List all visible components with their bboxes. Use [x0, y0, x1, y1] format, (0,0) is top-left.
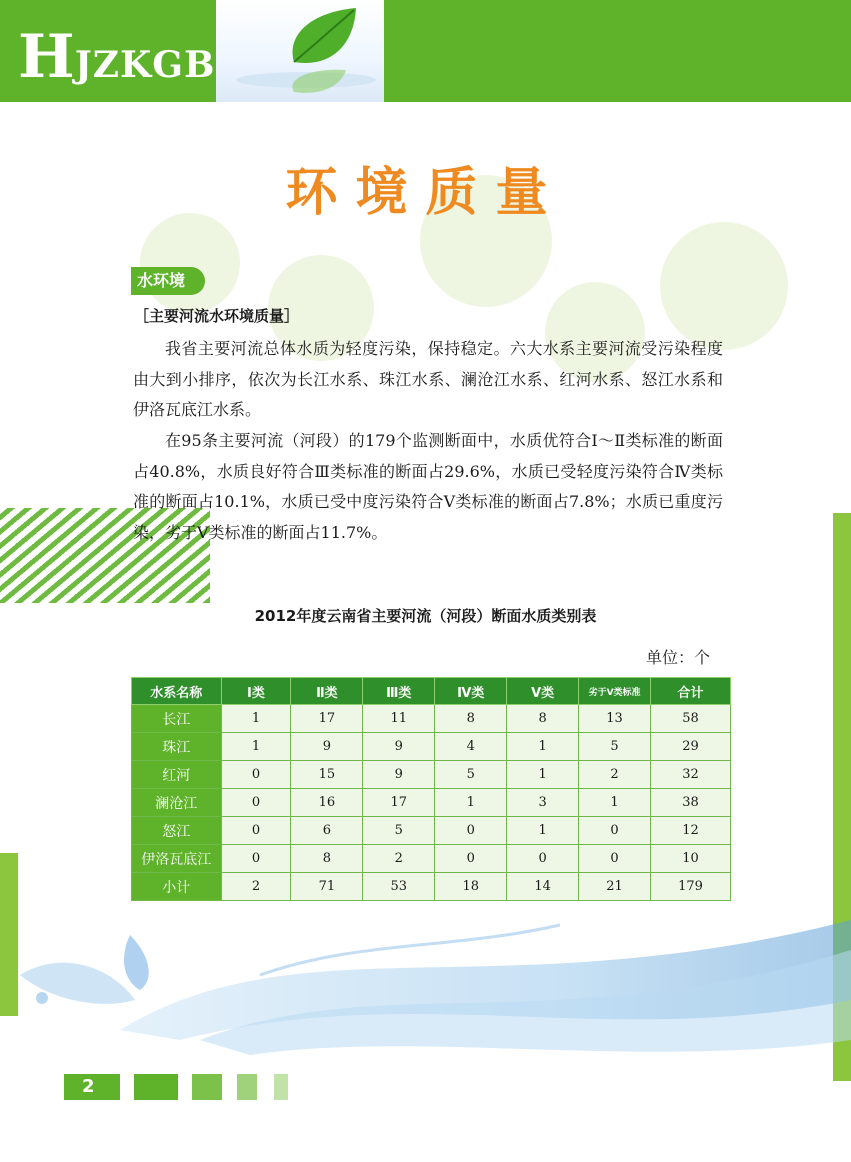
table-cell: 29: [651, 733, 731, 761]
decor-circle: [660, 222, 788, 350]
paragraph: 在95条主要河流（河段）的179个监测断面中，水质优符合Ⅰ～Ⅱ类标准的断面占40.8%，水质良好符合Ⅲ类标准的断面占29.6%，水质已受轻度污染符合Ⅳ类标准的断面占10.1%，水质已受中度污染符合Ⅴ类标准的断面占7.8%；水质已重度污染，劣于Ⅴ类标准的断面占11.7%。: [133, 431, 723, 542]
table-cell: 长江: [132, 705, 222, 733]
logo-image-strip: [216, 0, 384, 102]
table-cell: 71: [291, 873, 363, 901]
table-cell: 2: [579, 761, 651, 789]
table-cell: 13: [579, 705, 651, 733]
table-cell: 0: [221, 817, 291, 845]
table-cell: 4: [435, 733, 507, 761]
table-cell: 17: [363, 789, 435, 817]
table-cell: 5: [363, 817, 435, 845]
table-row: [132, 733, 731, 761]
table-cell: 12: [651, 817, 731, 845]
table-cell: 0: [221, 845, 291, 873]
table-cell: 红河: [132, 761, 222, 789]
table-cell: 伊洛瓦底江: [132, 845, 222, 873]
table-cell: 5: [435, 761, 507, 789]
header-right-band: [384, 0, 851, 102]
table-cell: 怒江: [132, 817, 222, 845]
paragraph: 我省主要河流总体水质为轻度污染，保持稳定。六大水系主要河流受污染程度由大到小排序，依次为长江水系、珠江水系、澜沧江水系、红河水系、怒江水系和伊洛瓦底江水系。: [133, 339, 723, 419]
table-cell: 1: [221, 733, 291, 761]
decor-circle: [140, 213, 240, 313]
table-cell: 1: [579, 789, 651, 817]
table-cell: 58: [651, 705, 731, 733]
table-cell: 8: [507, 705, 579, 733]
table-cell: 0: [579, 845, 651, 873]
leaf-icon: [216, 0, 384, 102]
table-unit: 单位：个: [646, 648, 711, 667]
table-cell: 53: [363, 873, 435, 901]
table-cell: 9: [291, 733, 363, 761]
table-row: [132, 789, 731, 817]
brand-logo: [18, 22, 215, 92]
table-cell: 5: [579, 733, 651, 761]
table-cell: 0: [221, 789, 291, 817]
table-cell: 2: [221, 873, 291, 901]
table-cell: 1: [435, 789, 507, 817]
table-cell: 32: [651, 761, 731, 789]
table-cell: 9: [363, 733, 435, 761]
table-cell: 1: [507, 761, 579, 789]
table-cell: 14: [507, 873, 579, 901]
table-cell: 1: [221, 705, 291, 733]
column-header: Ⅰ类: [221, 678, 291, 705]
table-cell: 珠江: [132, 733, 222, 761]
column-header: Ⅱ类: [291, 678, 363, 705]
footer-block: [134, 1074, 178, 1100]
table-cell: 11: [363, 705, 435, 733]
table-cell: 17: [291, 705, 363, 733]
column-header: Ⅲ类: [363, 678, 435, 705]
page-number: 2: [64, 1074, 120, 1100]
table-cell: 18: [435, 873, 507, 901]
page-title: 环境质量: [285, 163, 566, 223]
table-header-row: [132, 678, 731, 705]
table-cell: 小计: [132, 873, 222, 901]
section-tag: 水环境: [131, 267, 205, 295]
footer-block: [237, 1074, 257, 1100]
water-splash-decoration: [0, 880, 851, 1080]
logo-letter: H: [18, 22, 75, 92]
table-cell: 38: [651, 789, 731, 817]
table-cell: 0: [221, 761, 291, 789]
table-cell: 8: [435, 705, 507, 733]
column-header: 合计: [651, 678, 731, 705]
logo-text: JZKGB: [74, 44, 216, 86]
table-cell: 澜沧江: [132, 789, 222, 817]
column-header: 劣于Ⅴ类标准: [579, 678, 651, 705]
table-row: [132, 817, 731, 845]
table-row: [132, 705, 731, 733]
table-cell: 16: [291, 789, 363, 817]
column-header: Ⅴ类: [507, 678, 579, 705]
table-row: [132, 761, 731, 789]
table-cell: 10: [651, 845, 731, 873]
footer-block: [274, 1074, 288, 1100]
table-cell: 6: [291, 817, 363, 845]
column-header: 水系名称: [132, 678, 222, 705]
table-title: 2012年度云南省主要河流（河段）断面水质类别表: [254, 607, 597, 625]
water-quality-table: [131, 677, 731, 901]
table-cell: 0: [435, 817, 507, 845]
column-header: Ⅳ类: [435, 678, 507, 705]
table-cell: 3: [507, 789, 579, 817]
table-cell: 0: [435, 845, 507, 873]
table-cell: 2: [363, 845, 435, 873]
table-cell: 21: [579, 873, 651, 901]
footer-block: [192, 1074, 222, 1100]
table-cell: 0: [579, 817, 651, 845]
table-cell: 9: [363, 761, 435, 789]
table-cell: 0: [507, 845, 579, 873]
table-cell: 1: [507, 817, 579, 845]
table-cell: 8: [291, 845, 363, 873]
table-cell: 1: [507, 733, 579, 761]
table-row: [132, 845, 731, 873]
section-subheading: ［主要河流水环境质量］: [134, 307, 300, 325]
table-cell: 179: [651, 873, 731, 901]
table-cell: 15: [291, 761, 363, 789]
